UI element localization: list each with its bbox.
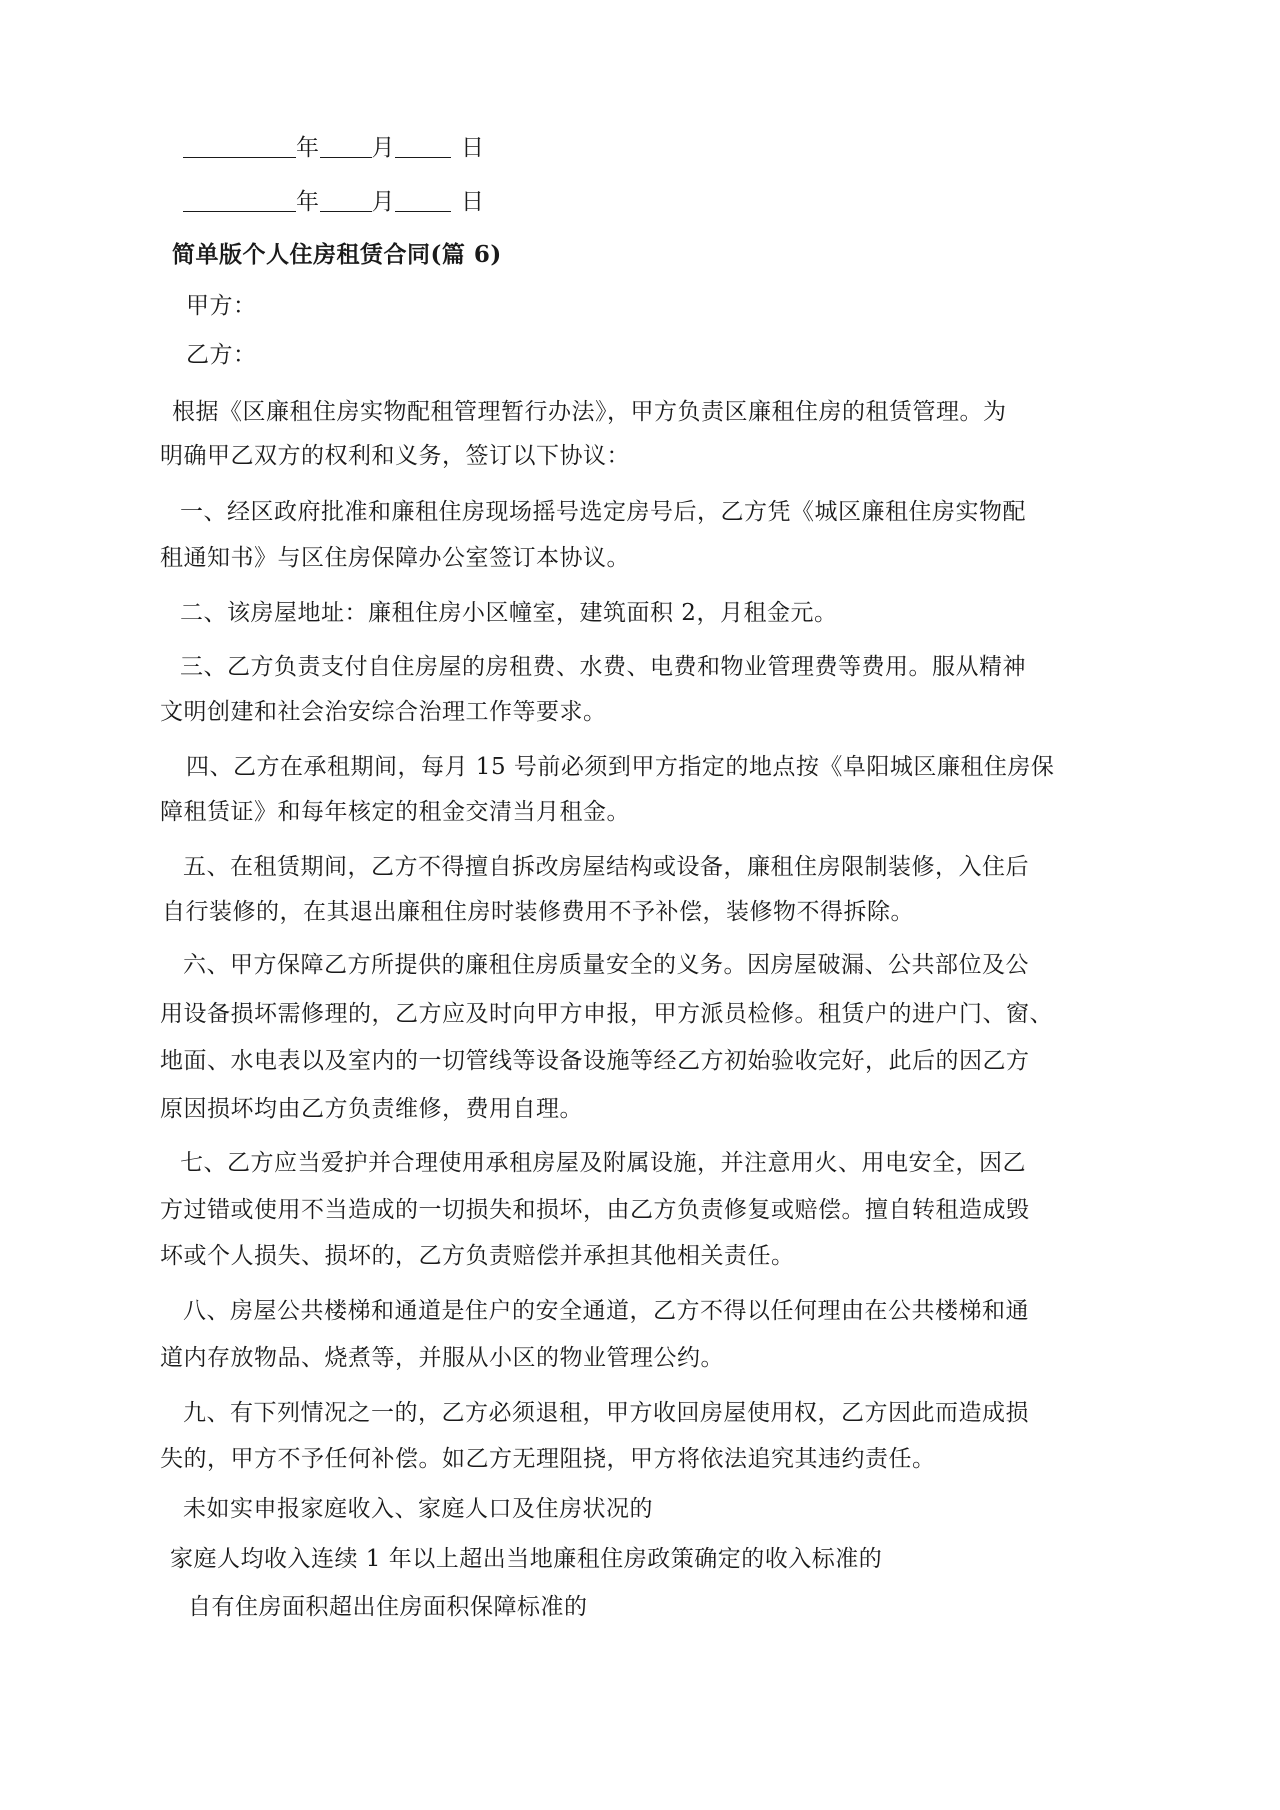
paragraph-line: 八、房屋公共楼梯和通道是住户的安全通道，乙方不得以任何理由在公共楼梯和通 [183,1298,1029,1324]
paragraph-line: 家庭人均收入连续 1 年以上超出当地廉租住房政策确定的收入标准的 [170,1546,883,1572]
day-unit: 日 [461,135,485,161]
day-blank [395,135,451,158]
paragraph-line: 四、乙方在承租期间，每月 15 号前必须到甲方指定的地点按《阜阳城区廉租住房保 [186,754,1055,780]
paragraph-line: 租通知书》与区住房保障办公室签订本协议。 [160,545,630,571]
year-unit: 年 [296,189,320,215]
paragraph-line: 道内存放物品、烧煮等，并服从小区的物业管理公约。 [160,1345,724,1371]
paragraph-line: 坏或个人损失、损坏的，乙方负责赔偿并承担其他相关责任。 [160,1243,795,1269]
paragraph-line: 二、该房屋地址：廉租住房小区幢室，建筑面积 2，月租金元。 [180,600,838,626]
date-line-2 [183,187,485,217]
month-unit: 月 [371,189,395,215]
paragraph-line: 九、有下列情况之一的，乙方必须退租，甲方收回房屋使用权，乙方因此而造成损 [183,1400,1029,1426]
paragraph-line: 障租赁证》和每年核定的租金交清当月租金。 [160,799,630,825]
paragraph-line: 自行装修的，在其退出廉租住房时装修费用不予补偿，装修物不得拆除。 [162,899,914,925]
paragraph-line: 根据《区廉租住房实物配租管理暂行办法》，甲方负责区廉租住房的租赁管理。为 [172,399,1007,425]
party-a-label: 甲方： [186,293,257,319]
paragraph-line: 用设备损坏需修理的，乙方应及时向甲方申报，甲方派员检修。租赁户的进户门、窗、 [160,1001,1053,1027]
paragraph-line: 地面、水电表以及室内的一切管线等设备设施等经乙方初始验收完好，此后的因乙方 [160,1048,1030,1074]
paragraph-line: 自有住房面积超出住房面积保障标准的 [188,1594,588,1620]
paragraph-line: 三、乙方负责支付自住房屋的房租费、水费、电费和物业管理费等费用。服从精神 [180,654,1026,680]
paragraph-line: 七、乙方应当爱护并合理使用承租房屋及附属设施，并注意用火、用电安全，因乙 [180,1150,1026,1176]
month-unit: 月 [371,135,395,161]
day-blank [395,189,451,212]
date-line-1 [183,133,485,163]
paragraph-line: 方过错或使用不当造成的一切损失和损坏，由乙方负责修复或赔偿。擅自转租造成毁 [160,1197,1030,1223]
paragraph-line: 原因损坏均由乙方负责维修，费用自理。 [160,1096,583,1122]
paragraph-line: 六、甲方保障乙方所提供的廉租住房质量安全的义务。因房屋破漏、公共部位及公 [183,952,1029,978]
paragraph-line: 明确甲乙双方的权利和义务，签订以下协议： [160,443,630,469]
paragraph-line: 一、经区政府批准和廉租住房现场摇号选定房号后，乙方凭《城区廉租住房实物配 [180,499,1026,525]
paragraph-line: 文明创建和社会治安综合治理工作等要求。 [160,699,607,725]
month-blank [320,189,372,212]
paragraph-line: 失的，甲方不予任何补偿。如乙方无理阻挠，甲方将依法追究其违约责任。 [160,1446,936,1472]
paragraph-line: 未如实申报家庭收入、家庭人口及住房状况的 [183,1496,653,1522]
paragraph-line: 五、在租赁期间，乙方不得擅自拆改房屋结构或设备，廉租住房限制装修，入住后 [183,854,1029,880]
year-blank [183,135,296,158]
month-blank [320,135,372,158]
day-unit: 日 [461,189,485,215]
year-unit: 年 [296,135,320,161]
document-title: 简单版个人住房租赁合同(篇 6) [172,241,502,268]
year-blank [183,189,296,212]
party-b-label: 乙方： [186,342,257,368]
